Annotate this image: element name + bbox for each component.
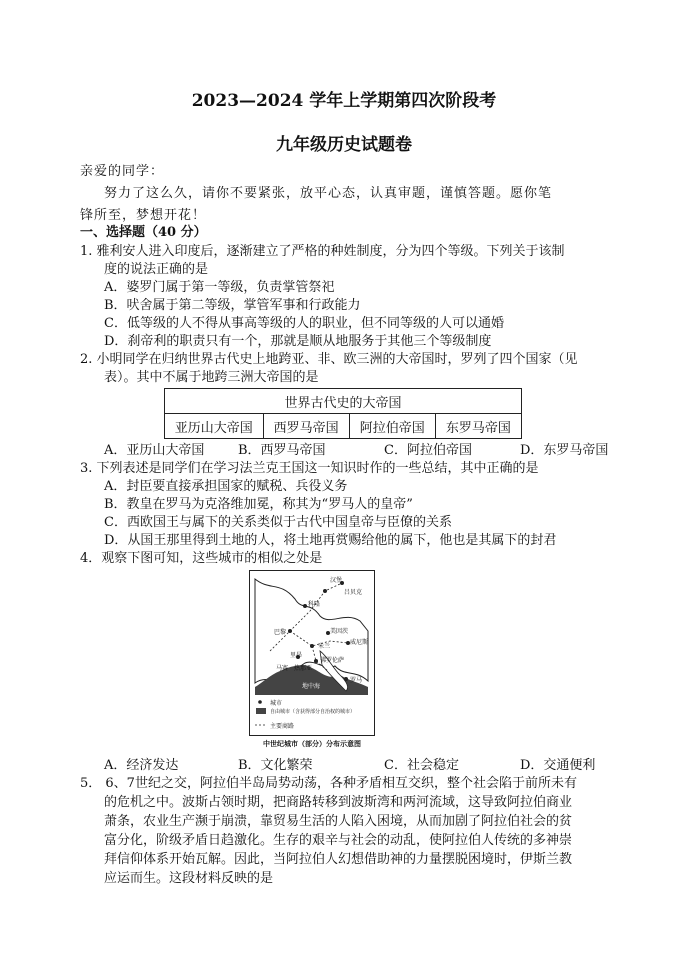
city-marker [288,629,292,633]
map-label-hamburg: 汉堡 [330,577,343,584]
q3-option-d[interactable]: D．从国王那里得到土地的人，将土地再赏赐给他的属下，他也是其属下的封君 [104,533,557,548]
q2-option-c[interactable]: C．阿拉伯帝国 [384,443,472,458]
q5-line-2: 的危机之中。波斯占领时期，把商路转移到波斯湾和两河流域，这导致阿拉伯商业 [104,795,573,810]
exam-title: 2023—2024 学年上学期第四次阶段考 [191,91,497,111]
q3-option-c[interactable]: C．西欧国王与属下的关系类似于古代中国皇帝与臣僚的关系 [104,515,452,530]
empires-table-header: 世界古代史的大帝国 [165,389,522,414]
q1-stem-line1: 1. 雅利安人进入印度后，逐渐建立了严格的种姓制度，分为四个等级。下列关于该制 [80,244,565,259]
map-label-mainz: 美因茨 [330,628,349,635]
q5-line-1: 5． 6、7世纪之交，阿拉伯半岛局势动荡，各种矛盾相互交织，整个社会陷于前所未有 [80,776,577,791]
map-label-lyon: 里昂 [290,652,303,659]
map-label-lubeck: 吕贝克 [344,589,363,596]
q3-option-a[interactable]: A．封臣要直接承担国家的赋税、兵役义务 [104,479,348,494]
q1-option-c[interactable]: C．低等级的人不得从事高等级的人的职业，但不同等级的人可以通婚 [104,316,504,331]
map-label-venice: 威尼斯 [350,639,369,646]
q2-stem-line2: 表）。其中不属于地跨三洲大帝国的是 [104,370,319,385]
medieval-cities-map [249,570,375,736]
q3-stem: 3. 下列表述是同学们在学习法兰克王国这一知识时作的一些总结，其中正确的是 [80,461,539,476]
q4-option-a[interactable]: A．经济发达 [104,758,179,773]
legend-free-city-label: 自由城市（含获得部分自治权的城市） [270,709,356,715]
q4-stem: 4．观察下图可知，这些城市的相似之处是 [80,551,323,566]
map-label-rome: 罗马 [350,677,363,684]
map-label-paris: 巴黎 [274,629,287,636]
legend-city-label: 城市 [270,700,283,707]
q1-option-d[interactable]: D．刹帝利的职责只有一个，那就是顺从地服务于其他三个等级制度 [104,334,492,349]
q1-option-b[interactable]: B．吠舍属于第二等级，掌管军事和行政能力 [104,298,361,313]
q1-stem-line2: 度的说法正确的是 [104,262,209,277]
legend-city-icon [258,700,262,704]
q5-line-4: 富分化，阶级矛盾日趋激化。生存的艰辛与社会的动乱，使阿拉伯人传统的多神崇 [104,833,573,848]
greeting-line-1: 努力了这么久，请你不要紧张，放平心态，认真审题，谨慎答题。愿你笔 [104,186,553,201]
legend-free-city-icon [256,708,266,714]
greeting-salutation: 亲爱的同学： [80,164,165,179]
city-marker [314,659,318,663]
legend-route-label: 主要商路 [270,723,295,730]
city-marker [303,604,307,608]
q1-option-a[interactable]: A．婆罗门属于第一等级，负责掌管祭祀 [104,280,335,295]
q4-option-b[interactable]: B．文化繁荣 [238,758,313,773]
map-label-genoa: 热那亚 [294,665,313,672]
q4-option-c[interactable]: C．社会稳定 [384,758,459,773]
city-marker [323,589,327,593]
q4-option-d[interactable]: D．交通便利 [520,758,596,773]
q5-line-5: 拜信仰体系开始瓦解。因此，当阿拉伯人幻想借助神的力量摆脱困境时，伊斯兰教 [104,852,573,867]
map-label-cologne: 科隆 [308,601,321,608]
greeting-line-2: 锋所至，梦想开花！ [80,208,207,223]
exam-subtitle: 九年级历史试题卷 [276,135,412,155]
city-marker [310,644,314,648]
empires-table-cell: 西罗马帝国 [263,414,349,439]
q2-option-a[interactable]: A．亚历山大帝国 [104,443,205,458]
section-heading: 一、选择题（40 分） [80,225,207,240]
map-label-milan: 米兰 [318,643,331,650]
empires-table-cell: 东罗马帝国 [435,414,521,439]
map-label-marseille: 马赛 [276,665,289,672]
q2-option-d[interactable]: D．东罗马帝国 [520,443,609,458]
city-marker [344,677,348,681]
map-caption: 中世纪城市（部分）分布示意图 [263,739,361,748]
q3-option-b[interactable]: B．教皇在罗马为克洛维加冕，称其为“罗马人的皇帝” [104,497,413,512]
q5-line-3: 萧条，农业生产濒于崩溃，靠贸易生活的人陷入困境，从而加剧了阿拉伯社会的贫 [104,814,573,829]
q5-line-6: 应运而生。这段材料反映的是 [104,871,274,886]
empires-table [164,388,522,439]
empires-table-cell: 亚历山大帝国 [165,414,264,439]
map-label-mediterranean: 地中海 [302,683,321,690]
q2-stem-line1: 2. 小明同学在归纳世界古代史上地跨亚、非、欧三洲的大帝国时，罗列了四个国家（见 [80,352,578,367]
empires-table-cell: 阿拉伯帝国 [349,414,435,439]
q2-option-b[interactable]: B．西罗马帝国 [238,443,326,458]
map-label-florence: 佛罗伦萨 [320,657,345,664]
